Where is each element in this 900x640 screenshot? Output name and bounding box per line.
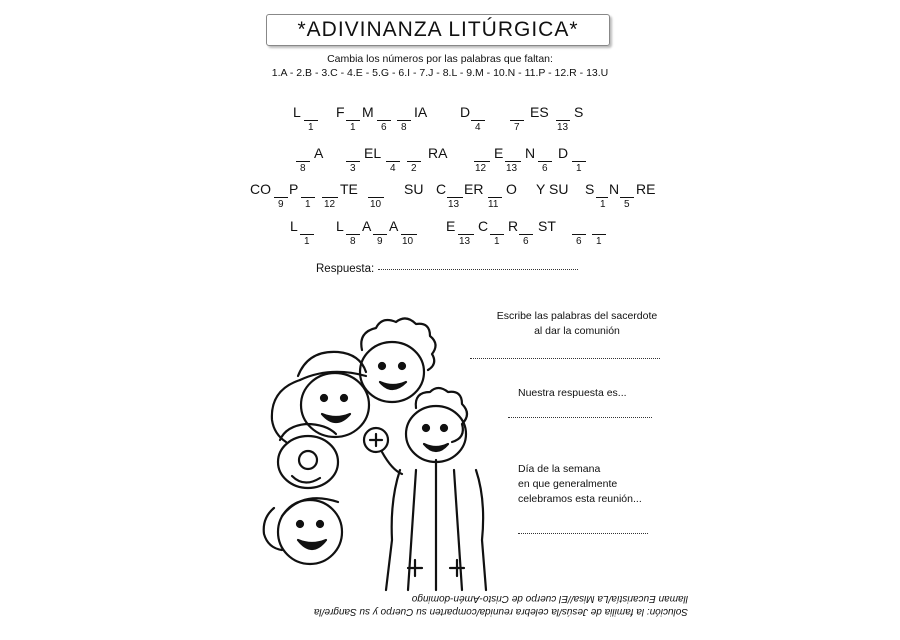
puzzle-number: 2 xyxy=(411,163,417,174)
puzzle-blank xyxy=(505,147,521,162)
question-1-line-2: al dar la comunión xyxy=(534,325,620,337)
instructions-line-1: Cambia los números por las palabras que faltan: xyxy=(327,53,553,65)
answer-line-1[interactable] xyxy=(470,357,660,359)
puzzle-blank xyxy=(346,220,360,235)
puzzle-letter: R xyxy=(508,218,519,234)
puzzle-number: 13 xyxy=(448,199,460,210)
puzzle-number: 4 xyxy=(390,163,396,174)
puzzle-blank xyxy=(572,220,586,235)
puzzle-row-4 xyxy=(0,218,900,252)
puzzle-letter: P xyxy=(289,181,299,197)
puzzle-blank xyxy=(346,106,360,121)
children-priest-communion-illustration xyxy=(240,310,510,600)
puzzle-number: 6 xyxy=(381,122,387,133)
puzzle-number: 6 xyxy=(576,236,582,247)
child-head xyxy=(301,373,369,437)
puzzle-letter: A xyxy=(362,218,372,234)
puzzle-letter: N xyxy=(525,145,536,161)
puzzle-number: 8 xyxy=(300,163,306,174)
puzzle-number: 6 xyxy=(542,163,548,174)
puzzle-letter: ES xyxy=(530,104,549,120)
puzzle-letter: A xyxy=(389,218,399,234)
puzzle-number: 8 xyxy=(401,122,407,133)
puzzle-blank xyxy=(373,220,387,235)
puzzle-blank xyxy=(296,147,310,162)
puzzle-letter: TE xyxy=(340,181,358,197)
answer-line-3[interactable] xyxy=(518,532,648,534)
puzzle-blank xyxy=(401,220,417,235)
puzzle-number: 3 xyxy=(350,163,356,174)
question-3-line-1: Día de la semana xyxy=(518,463,601,475)
puzzle-number: 1 xyxy=(596,236,602,247)
puzzle-letter: Y SU xyxy=(536,181,569,197)
puzzle-row-1 xyxy=(0,104,900,138)
question-3 xyxy=(518,462,642,507)
puzzle-row-2 xyxy=(0,145,900,179)
puzzle-letter: E xyxy=(494,145,504,161)
puzzle-blank xyxy=(322,183,338,198)
puzzle-blank xyxy=(474,147,490,162)
puzzle-blank xyxy=(304,106,318,121)
puzzle-blank xyxy=(510,106,524,121)
puzzle-letter: O xyxy=(506,181,517,197)
puzzle-letter: D xyxy=(558,145,569,161)
puzzle-letter: ER xyxy=(464,181,484,197)
question-1-line-1: Escribe las palabras del sacerdote xyxy=(496,310,658,322)
answer-field[interactable] xyxy=(316,263,578,275)
puzzle-number: 9 xyxy=(377,236,383,247)
answer-line-2[interactable] xyxy=(508,416,652,418)
puzzle-row-3 xyxy=(0,181,900,215)
puzzle-blank xyxy=(572,147,586,162)
puzzle-number: 11 xyxy=(488,199,499,210)
puzzle-letter: RE xyxy=(636,181,656,197)
instructions-code-key: 1.A - 2.B - 3.C - 4.E - 5.G - 6.I - 7.J - 8.L - 9.M - 10.N - 11.P - 12.R - 13.U xyxy=(271,67,609,79)
puzzle-number: 1 xyxy=(308,122,314,133)
child-head xyxy=(360,342,424,402)
puzzle-letter: L xyxy=(293,104,301,120)
puzzle-number: 9 xyxy=(278,199,284,210)
question-3-line-3: celebramos esta reunión... xyxy=(518,493,642,505)
puzzle-letter: A xyxy=(314,145,324,161)
puzzle-letter: RA xyxy=(428,145,448,161)
priest-head xyxy=(406,406,466,462)
puzzle-number: 12 xyxy=(475,163,487,174)
solution-line-1: Solución: la familia de Jesús/la celebra reunida/comparten su Cuerpo y su Sangre/la xyxy=(313,606,688,617)
child-head xyxy=(278,436,338,488)
puzzle-number: 1 xyxy=(600,199,606,210)
puzzle-number: 1 xyxy=(494,236,500,247)
puzzle-blank xyxy=(596,183,608,198)
puzzle-letter: IA xyxy=(414,104,428,120)
puzzle-blank xyxy=(488,183,502,198)
puzzle-letter: E xyxy=(446,218,456,234)
puzzle-letter: S xyxy=(574,104,584,120)
puzzle-number: 7 xyxy=(514,122,520,133)
puzzle-blank xyxy=(458,220,474,235)
puzzle-number: 4 xyxy=(475,122,481,133)
question-1 xyxy=(477,309,677,339)
puzzle-letter: CO xyxy=(250,181,271,197)
puzzle-letter: EL xyxy=(364,145,382,161)
puzzle-number: 1 xyxy=(576,163,582,174)
puzzle-number: 1 xyxy=(305,199,311,210)
title-text: *ADIVINANZA LITÚRGICA* xyxy=(297,18,579,41)
answer-dotted-line[interactable] xyxy=(378,269,578,270)
puzzle-blank xyxy=(368,183,384,198)
puzzle-blank xyxy=(592,220,606,235)
puzzle-blank xyxy=(490,220,504,235)
worksheet-title xyxy=(266,14,610,46)
puzzle-blank xyxy=(519,220,533,235)
puzzle-letter: SU xyxy=(404,181,424,197)
answer-label: Respuesta: xyxy=(316,263,375,275)
puzzle-blank xyxy=(471,106,485,121)
puzzle-letter: ST xyxy=(538,218,556,234)
puzzle-letter: S xyxy=(585,181,595,197)
puzzle-blank xyxy=(377,106,391,121)
puzzle-blank xyxy=(386,147,400,162)
puzzle-blank xyxy=(300,220,314,235)
upside-down-solution xyxy=(218,592,688,618)
puzzle-letter: C xyxy=(478,218,489,234)
solution-line-2: llaman Eucaristía/La Misa//El cuerpo de Cristo-Amén-domingo xyxy=(411,593,688,604)
puzzle-number: 5 xyxy=(624,199,630,210)
instructions xyxy=(240,52,640,80)
puzzle-blank xyxy=(556,106,570,121)
puzzle-number: 6 xyxy=(523,236,529,247)
puzzle-number: 13 xyxy=(506,163,518,174)
question-2: Nuestra respuesta es... xyxy=(518,387,627,399)
puzzle-blank xyxy=(538,147,552,162)
question-3-line-2: en que generalmente xyxy=(518,478,618,490)
puzzle-blank xyxy=(274,183,288,198)
puzzle-letter: M xyxy=(362,104,374,120)
puzzle-number: 13 xyxy=(459,236,471,247)
child-hair-curly xyxy=(361,318,435,370)
puzzle-number: 8 xyxy=(350,236,356,247)
puzzle-blank xyxy=(407,147,421,162)
puzzle-blank xyxy=(620,183,634,198)
puzzle-letter: D xyxy=(460,104,471,120)
puzzle-letter: F xyxy=(336,104,345,120)
puzzle-blank xyxy=(301,183,315,198)
puzzle-letter: N xyxy=(609,181,620,197)
puzzle-number: 1 xyxy=(304,236,310,247)
puzzle-letter: L xyxy=(336,218,344,234)
puzzle-number: 12 xyxy=(324,199,336,210)
puzzle-letter: L xyxy=(290,218,298,234)
puzzle-number: 10 xyxy=(402,236,414,247)
puzzle-number: 13 xyxy=(557,122,569,133)
puzzle-blank xyxy=(397,106,411,121)
puzzle-letter: C xyxy=(436,181,447,197)
puzzle-blank xyxy=(346,147,360,162)
puzzle-number: 1 xyxy=(350,122,356,133)
puzzle-number: 10 xyxy=(370,199,382,210)
puzzle-blank xyxy=(447,183,463,198)
